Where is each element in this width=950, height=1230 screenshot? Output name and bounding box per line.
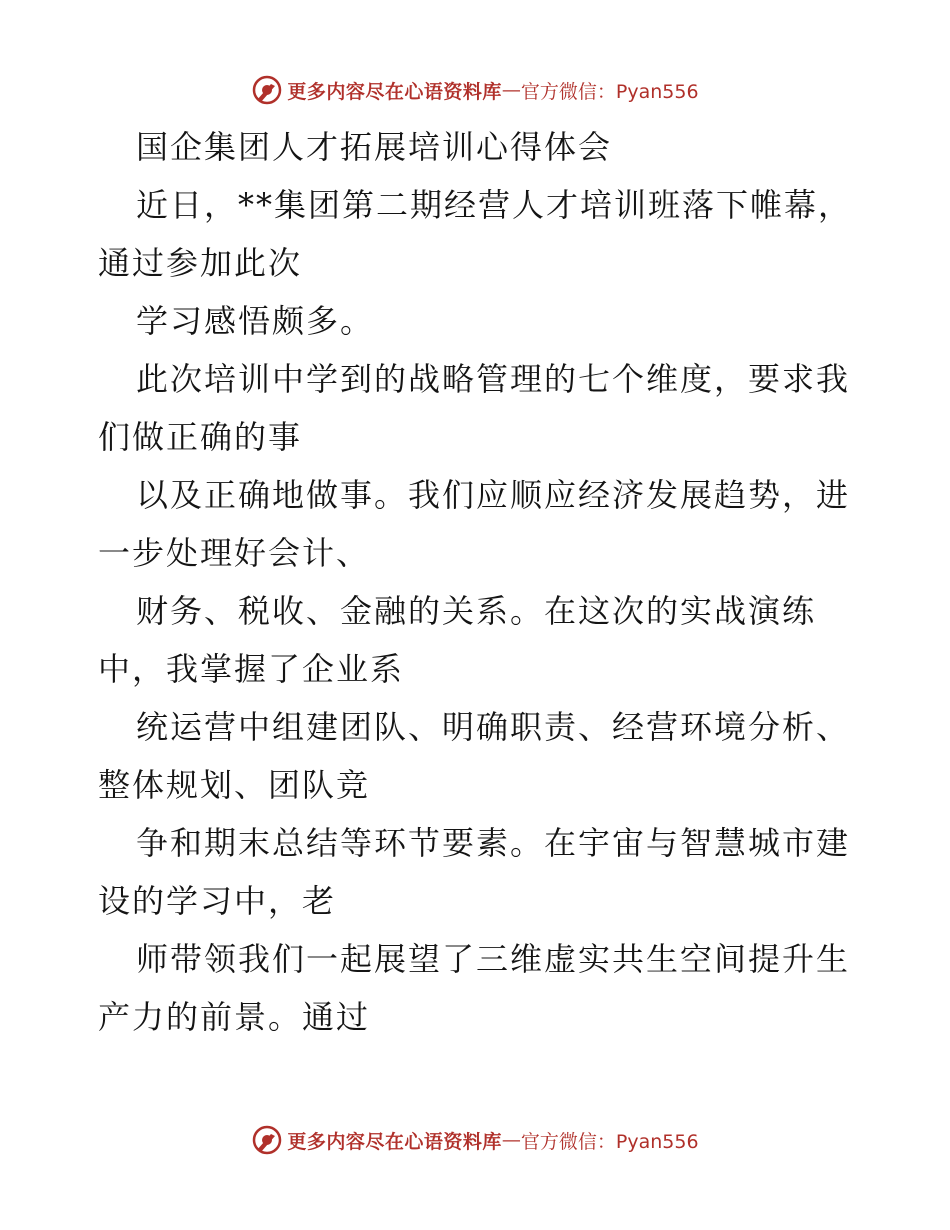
paragraph-line: 整体规划、团队竞 (98, 766, 371, 804)
paragraph-line: 争和期末总结等环节要素。在宇宙与智慧城市建 (136, 824, 851, 862)
paragraph-line: 近日，**集团第二期经营人才培训班落下帷幕， (136, 186, 853, 224)
header-watermark (0, 70, 950, 110)
paragraph-line: 一步处理好会计、 (98, 534, 371, 572)
paragraph-line: 统运营中组建团队、明确职责、经营环境分析、 (136, 708, 851, 746)
contact-text: 官方微信：Pyan556 (520, 1130, 699, 1153)
paragraph-line: 以及正确地做事。我们应顺应经济发展趋势，进 (136, 476, 851, 514)
brand-text: 更多内容尽在心语资料库 (287, 80, 502, 103)
paragraph-line: 学习感悟颇多。 (136, 302, 375, 340)
brand-text: 更多内容尽在心语资料库 (287, 1130, 502, 1153)
footer-watermark (0, 1120, 950, 1160)
document-body (98, 118, 858, 1046)
contact-text: 官方微信：Pyan556 (520, 80, 699, 103)
paragraph-line: 设的学习中，老 (98, 882, 337, 920)
banner-separator: — (501, 1129, 521, 1151)
paragraph-line: 们做正确的事 (98, 418, 303, 456)
paragraph-line: 产力的前景。通过 (98, 998, 371, 1036)
paragraph-line: 财务、税收、金融的关系。在这次的实战演练 (136, 592, 817, 630)
document-title: 国企集团人才拓展培训心得体会 (136, 128, 613, 166)
brand-logo-icon (251, 1124, 283, 1156)
banner-separator: — (501, 79, 521, 101)
paragraph-line: 中，我掌握了企业系 (98, 650, 405, 688)
paragraph-line: 此次培训中学到的战略管理的七个维度，要求我 (136, 360, 851, 398)
paragraph-line: 师带领我们一起展望了三维虚实共生空间提升生 (136, 940, 851, 978)
brand-logo-icon (251, 74, 283, 106)
paragraph-line: 通过参加此次 (98, 244, 303, 282)
